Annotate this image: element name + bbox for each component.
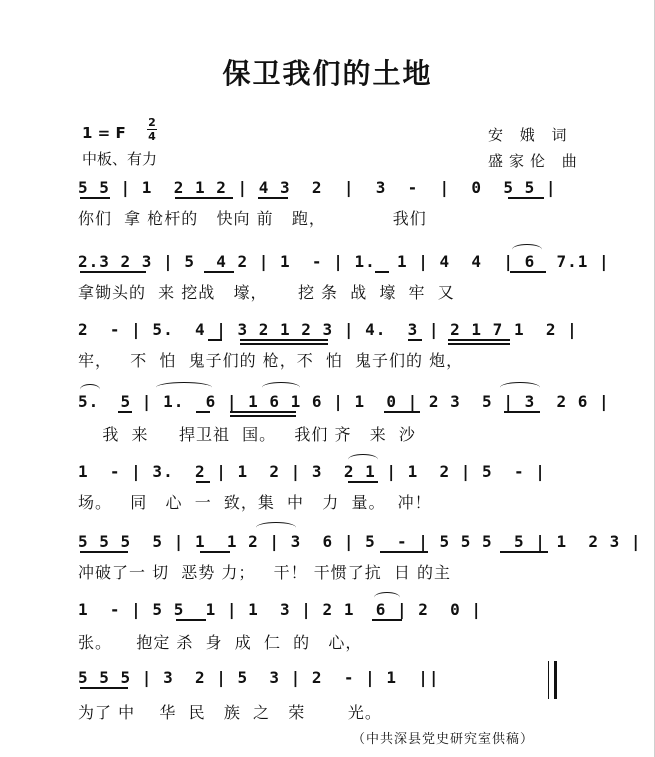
beam-line: [118, 411, 132, 413]
lyricist-credit: 安 娥 词: [488, 126, 573, 144]
beam-line: [510, 271, 546, 273]
notation-row-8: 5 5 5 | 3 2 | 5 3 | 2 - | 1 ||: [78, 668, 440, 687]
beam-line: [240, 343, 328, 345]
beam-line: [80, 687, 128, 689]
notation-row-3: 2 - | 5. 4 | 3 2 1 2 3 | 4. 3 | 2 1 7 1 2 |: [78, 320, 578, 339]
composer-credit: 盛家伦 曲: [488, 152, 583, 170]
notation-row-5: 1 - | 3. 2 | 1 2 | 3 2 1 | 1 2 | 5 - |: [78, 462, 546, 481]
time-denominator: 4: [148, 130, 156, 143]
notation-row-7: 1 - | 5 5 1 | 1 3 | 2 1 6 | 2 0 |: [78, 600, 483, 619]
beam-line: [448, 343, 510, 345]
beam-line: [80, 271, 146, 273]
source-note: （中共深县党史研究室供稿）: [352, 732, 535, 747]
tempo-marking: 中板、有力: [82, 150, 158, 168]
notation-row-4: 5. 5 | 1. 6 | 1 6 1 6 | 1 0 | 2 3 5 | 3 2 6 |: [78, 392, 610, 411]
slur-mark: [256, 522, 296, 533]
beam-line: [200, 551, 230, 553]
song-title: 保卫我们的土地: [222, 57, 433, 90]
key-signature: 1 = F: [82, 124, 126, 142]
slur-mark: [156, 382, 212, 393]
lyrics-row-8: 为了 中 华 民 族 之 荣 光。: [78, 703, 382, 722]
final-barline: [548, 661, 557, 699]
beam-line: [240, 339, 328, 341]
lyrics-row-1: 你们 拿 枪杆的 快向 前 跑， 我们: [78, 209, 427, 228]
beam-line: [230, 411, 296, 413]
beam-line: [80, 197, 110, 199]
time-signature: [146, 116, 158, 143]
slur-mark: [348, 454, 378, 465]
beam-line: [175, 197, 233, 199]
lyrics-row-2: 拿锄头的 来 挖战 壕， 挖 条 战 壕 牢 又: [78, 283, 455, 302]
slur-mark: [500, 382, 540, 393]
beam-line: [204, 271, 234, 273]
lyrics-row-4: 我 来 捍卫祖 国。 我们 齐 来 沙: [78, 425, 416, 444]
beam-line: [500, 551, 548, 553]
beam-line: [384, 411, 420, 413]
beam-line: [372, 619, 402, 621]
slur-mark: [262, 382, 300, 393]
beam-line: [80, 551, 128, 553]
beam-line: [258, 197, 288, 199]
beam-line: [504, 411, 540, 413]
beam-line: [348, 481, 378, 483]
slur-mark: [80, 384, 100, 395]
beam-line: [380, 551, 428, 553]
beam-line: [230, 415, 296, 417]
slur-mark: [374, 592, 400, 603]
lyrics-row-3: 牢， 不 怕 鬼子们的 枪，不 怕 鬼子们的 炮，: [78, 351, 464, 370]
beam-line: [508, 197, 544, 199]
notation-row-2: 2.3 2 3 | 5 4 2 | 1 - | 1. 1 | 4 4 | 6 7.1 |: [78, 252, 610, 271]
beam-line: [176, 619, 206, 621]
beam-line: [208, 339, 222, 341]
beam-line: [375, 271, 389, 273]
notation-row-1: 5 5 | 1 2 1 2 | 4 3 2 | 3 - | 0 5 5 |: [78, 178, 557, 197]
slur-mark: [512, 244, 542, 255]
notation-row-6: 5 5 5 5 | 1 1 2 | 3 6 | 5 - | 5 5 5 5 | 1 2 3 |: [78, 532, 642, 551]
lyrics-row-6: 冲破了一 切 恶势 力； 干！ 干惯了抗 日 的主: [78, 563, 451, 582]
lyrics-row-5: 场。 同 心 一 致，集 中 力 量。 冲！: [78, 493, 432, 512]
time-numerator: 2: [148, 116, 156, 129]
beam-line: [196, 411, 210, 413]
beam-line: [448, 339, 510, 341]
beam-line: [196, 481, 210, 483]
lyrics-row-7: 张。 抱定 杀 身 成 仁 的 心，: [78, 633, 363, 652]
beam-line: [408, 339, 422, 341]
